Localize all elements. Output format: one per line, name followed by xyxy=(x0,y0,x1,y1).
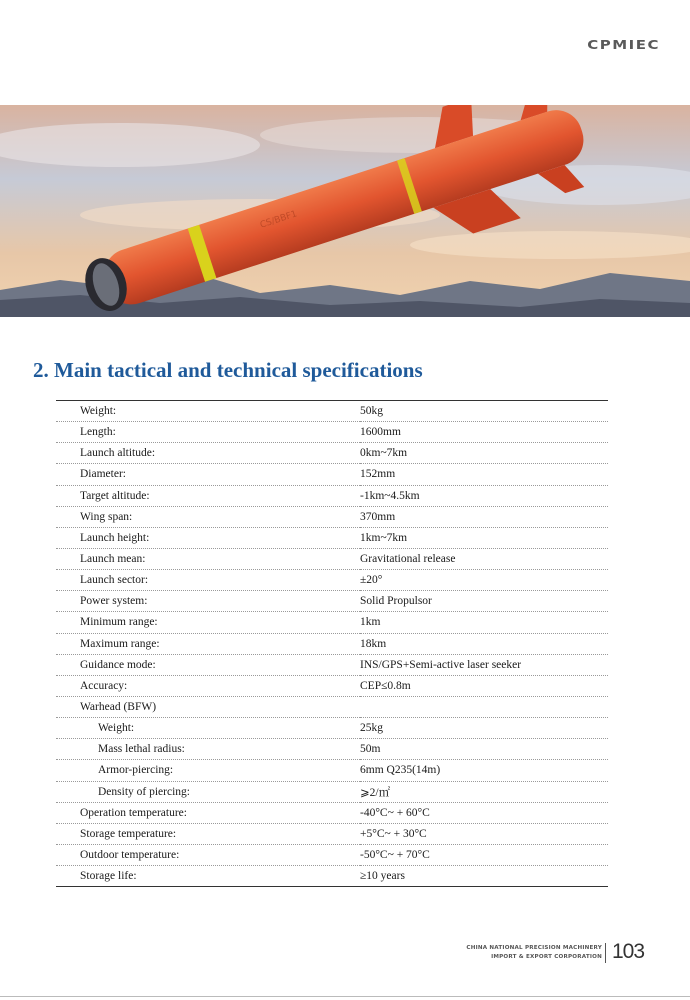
spec-label: Launch altitude: xyxy=(56,443,360,464)
spec-value: 6mm Q235(14m) xyxy=(360,760,608,781)
spec-label: Wing span: xyxy=(56,506,360,527)
spec-value: Solid Propulsor xyxy=(360,591,608,612)
spec-label: Mass lethal radius: xyxy=(56,739,360,760)
spec-value: -40°C~ + 60°C xyxy=(360,802,608,823)
spec-value: 370mm xyxy=(360,506,608,527)
spec-row xyxy=(56,781,608,802)
footer-company-line-2: IMPORT & EXPORT CORPORATION xyxy=(491,954,602,960)
spec-label: Armor-piercing: xyxy=(56,760,360,781)
spec-value xyxy=(360,696,608,717)
spec-value: 0km~7km xyxy=(360,443,608,464)
spec-label: Power system: xyxy=(56,591,360,612)
spec-label: Accuracy: xyxy=(56,675,360,696)
spec-label: Length: xyxy=(56,422,360,443)
spec-row xyxy=(56,866,608,887)
spec-row xyxy=(56,675,608,696)
spec-label: Storage temperature: xyxy=(56,823,360,844)
spec-row xyxy=(56,823,608,844)
spec-label: Maximum range: xyxy=(56,633,360,654)
spec-value: 1600mm xyxy=(360,422,608,443)
spec-row xyxy=(56,443,608,464)
bottom-rule xyxy=(0,996,690,997)
spec-value: ±20° xyxy=(360,570,608,591)
spec-label: Guidance mode: xyxy=(56,654,360,675)
spec-row xyxy=(56,696,608,717)
specifications-table xyxy=(56,400,608,887)
footer-company-line-1: CHINA NATIONAL PRECISION MACHINERY xyxy=(466,945,602,951)
spec-row xyxy=(56,591,608,612)
spec-label: Warhead (BFW) xyxy=(56,696,360,717)
spec-row xyxy=(56,527,608,548)
spec-label: Launch mean: xyxy=(56,548,360,569)
spec-label: Launch height: xyxy=(56,527,360,548)
spec-row xyxy=(56,401,608,422)
spec-row xyxy=(56,654,608,675)
spec-value: INS/GPS+Semi-active laser seeker xyxy=(360,654,608,675)
missile-photo xyxy=(0,105,690,317)
spec-row xyxy=(56,612,608,633)
spec-row xyxy=(56,422,608,443)
spec-label: Diameter: xyxy=(56,464,360,485)
spec-value: 18km xyxy=(360,633,608,654)
spec-value: Gravitational release xyxy=(360,548,608,569)
spec-label: Operation temperature: xyxy=(56,802,360,823)
footer-company-name xyxy=(466,944,602,962)
spec-row xyxy=(56,506,608,527)
spec-label: Minimum range: xyxy=(56,612,360,633)
spec-value: 25kg xyxy=(360,718,608,739)
spec-value: +5°C~ + 30°C xyxy=(360,823,608,844)
cpmiec-logo: CPMIEC xyxy=(587,38,660,53)
spec-row xyxy=(56,739,608,760)
spec-value: 50m xyxy=(360,739,608,760)
spec-label: Weight: xyxy=(56,718,360,739)
spec-label: Launch sector: xyxy=(56,570,360,591)
spec-value: ⩾2/㎡ xyxy=(360,781,608,802)
spec-label: Target altitude: xyxy=(56,485,360,506)
spec-row xyxy=(56,633,608,654)
spec-row xyxy=(56,570,608,591)
spec-row xyxy=(56,464,608,485)
spec-value: 1km~7km xyxy=(360,527,608,548)
spec-row xyxy=(56,844,608,865)
footer-divider xyxy=(605,943,606,963)
spec-label: Density of piercing: xyxy=(56,781,360,802)
spec-value: 50kg xyxy=(360,401,608,422)
spec-row xyxy=(56,718,608,739)
spec-value: CEP≤0.8m xyxy=(360,675,608,696)
spec-row xyxy=(56,485,608,506)
svg-text:CS/BBF1: CS/BBF1 xyxy=(258,209,299,231)
spec-label: Weight: xyxy=(56,401,360,422)
spec-value: -1km~4.5km xyxy=(360,485,608,506)
section-title: 2. Main tactical and technical specifications xyxy=(33,358,423,382)
spec-value: 1km xyxy=(360,612,608,633)
spec-value: -50°C~ + 70°C xyxy=(360,844,608,865)
spec-row xyxy=(56,760,608,781)
page-number: 103 xyxy=(612,940,645,963)
spec-row xyxy=(56,548,608,569)
spec-label: Storage life: xyxy=(80,870,137,883)
spec-value: ≥10 years xyxy=(360,870,405,883)
spec-label: Outdoor temperature: xyxy=(56,844,360,865)
spec-row xyxy=(56,802,608,823)
spec-value: 152mm xyxy=(360,464,608,485)
